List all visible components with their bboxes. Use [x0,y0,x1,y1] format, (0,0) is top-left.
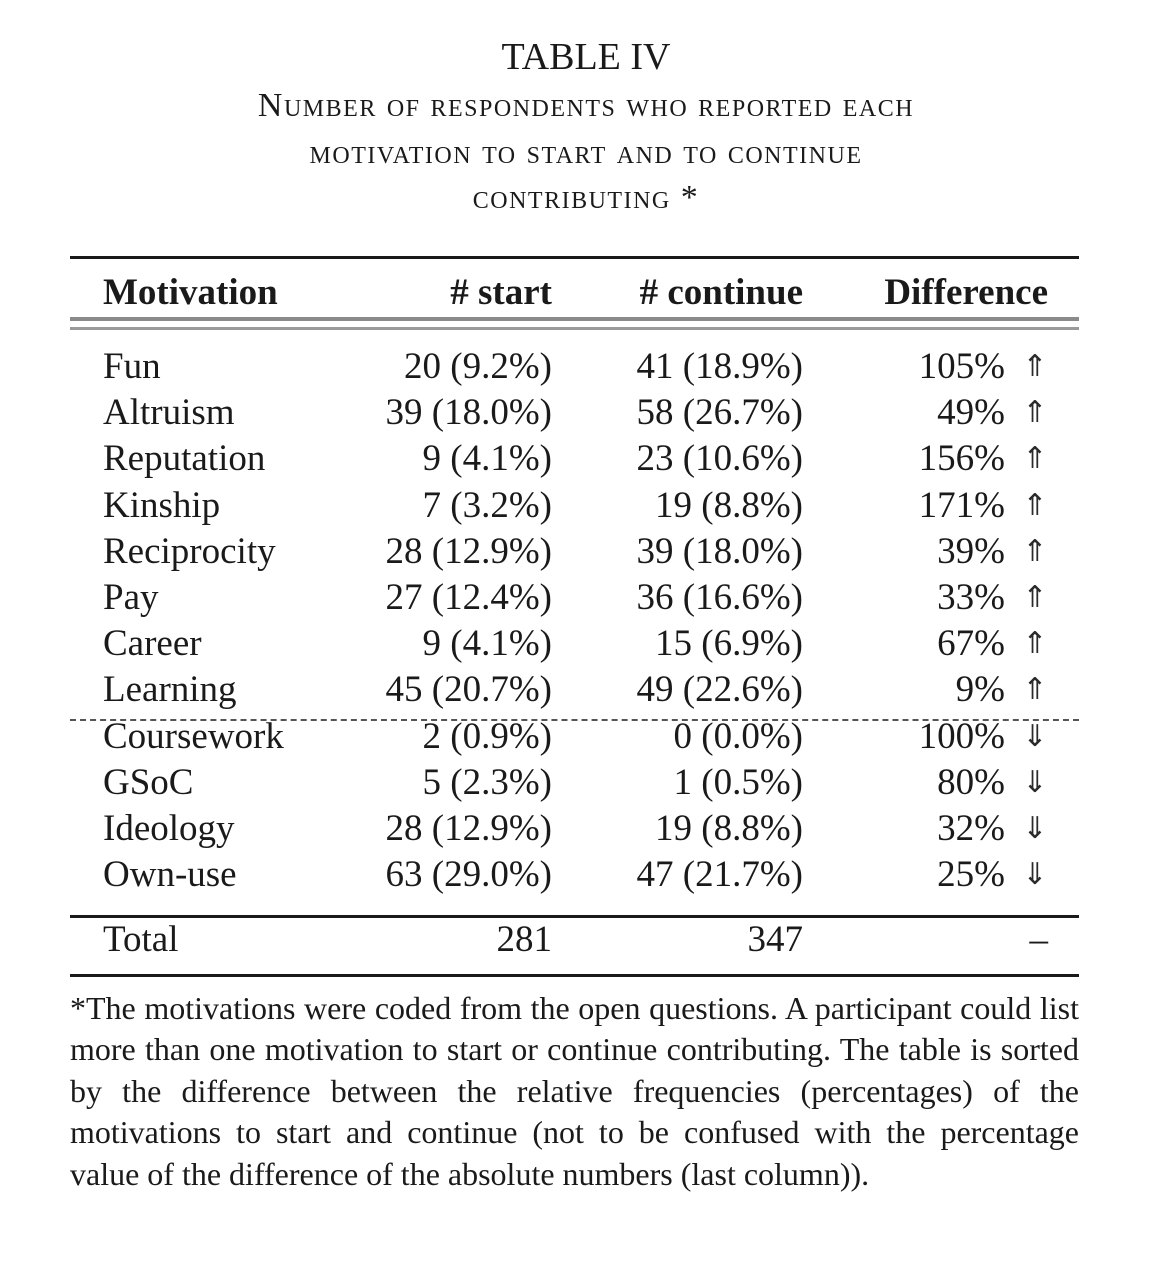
table-caption-line-3: contributing * [472,179,700,216]
cell-motivation: Pay [103,576,159,618]
cell-motivation: Ideology [103,807,235,849]
cell-difference: 100% [918,715,1005,757]
table-header-row [0,268,1172,318]
cell-continue: 19 (8.8%) [655,807,803,849]
cell-start: 39 (18.0%) [385,392,552,434]
header-double-rule-lower [70,327,1079,330]
table-row [0,575,1172,621]
cell-difference: 80% [937,761,1005,803]
cell-difference: 25% [937,854,1005,896]
up-arrow-icon: ⇑ [1022,441,1048,477]
cell-start: 5 (2.3%) [422,761,552,803]
down-arrow-icon: ⇓ [1022,764,1048,800]
top-rule [70,256,1079,259]
cell-difference: 171% [918,484,1005,526]
cell-start: 9 (4.1%) [422,438,552,480]
cell-continue: 15 (6.9%) [655,623,803,665]
cell-continue: 58 (26.7%) [636,392,803,434]
header-difference: Difference [884,272,1048,313]
cell-difference: 33% [937,576,1005,618]
cell-difference: 49% [937,392,1005,434]
table-row [0,760,1172,806]
cell-continue: 0 (0.0%) [673,715,803,757]
header-continue: # continue [639,272,803,313]
up-arrow-icon: ⇑ [1022,395,1048,431]
cell-motivation: Altruism [103,392,235,434]
cell-difference: 9% [955,669,1005,711]
table-row [0,806,1172,852]
down-arrow-icon: ⇓ [1022,718,1048,754]
up-arrow-icon: ⇑ [1022,672,1048,708]
header-start: # start [450,272,552,313]
down-arrow-icon: ⇓ [1022,810,1048,846]
cell-start: 7 (3.2%) [422,484,552,526]
cell-continue: 49 (22.6%) [636,669,803,711]
total-continue: 347 [747,919,803,960]
up-arrow-icon: ⇑ [1022,626,1048,662]
table-body [0,344,1172,898]
cell-start: 27 (12.4%) [385,576,552,618]
cell-start: 2 (0.9%) [422,715,552,757]
cell-motivation: Career [103,623,202,665]
cell-motivation: Coursework [103,715,284,757]
table-row [0,390,1172,436]
cell-continue: 19 (8.8%) [655,484,803,526]
down-arrow-icon: ⇓ [1022,857,1048,893]
cell-difference: 32% [937,807,1005,849]
cell-difference: 67% [937,623,1005,665]
table-label: TABLE IV [501,36,671,78]
table-footnote: *The motivations were coded from the open questions. A participant could list more than one motivation to start or continue contributing. The table is sorted by the difference between the relative frequencies (percentages) of the motivations to start and continue (not to be confused with the percentage value of the difference of the absolute numbers (last column)). [70,990,1079,1192]
header-motivation: Motivation [103,272,278,313]
header-double-rule-upper [70,317,1079,321]
table-row [0,852,1172,898]
table-row [0,529,1172,575]
cell-start: 45 (20.7%) [385,669,552,711]
cell-motivation: Learning [103,669,237,711]
up-arrow-icon: ⇑ [1022,487,1048,523]
cell-start: 63 (29.0%) [385,854,552,896]
cell-motivation: Fun [103,346,161,387]
table-row [0,483,1172,529]
cell-difference: 39% [937,530,1005,572]
bottom-rule [70,974,1079,977]
cell-start: 28 (12.9%) [385,807,552,849]
table-row [0,344,1172,390]
cell-continue: 47 (21.7%) [636,854,803,896]
total-row [0,915,1172,965]
total-label: Total [103,919,179,960]
cell-continue: 1 (0.5%) [673,761,803,803]
cell-difference: 156% [918,438,1005,480]
cell-continue: 41 (18.9%) [636,346,803,387]
cell-motivation: Kinship [103,484,221,526]
table-caption-line-2: motivation to start and to continue [309,134,863,171]
increase-decrease-divider [70,719,1079,721]
table-row [0,436,1172,482]
cell-start: 20 (9.2%) [404,346,552,387]
cell-motivation: GSoC [103,761,194,803]
up-arrow-icon: ⇑ [1022,533,1048,569]
up-arrow-icon: ⇑ [1022,579,1048,615]
cell-difference: 105% [918,346,1005,387]
cell-motivation: Reputation [103,438,266,480]
table-row [0,621,1172,667]
cell-motivation: Own-use [103,854,237,896]
total-difference: – [1029,919,1048,960]
cell-continue: 36 (16.6%) [636,576,803,618]
cell-motivation: Reciprocity [103,530,276,572]
up-arrow-icon: ⇑ [1022,349,1048,384]
cell-continue: 23 (10.6%) [636,438,803,480]
total-start: 281 [496,919,552,960]
table-row [0,667,1172,713]
cell-continue: 39 (18.0%) [636,530,803,572]
cell-start: 9 (4.1%) [422,623,552,665]
table-caption-line-1: Number of respondents who reported each [257,87,915,124]
cell-start: 28 (12.9%) [385,530,552,572]
